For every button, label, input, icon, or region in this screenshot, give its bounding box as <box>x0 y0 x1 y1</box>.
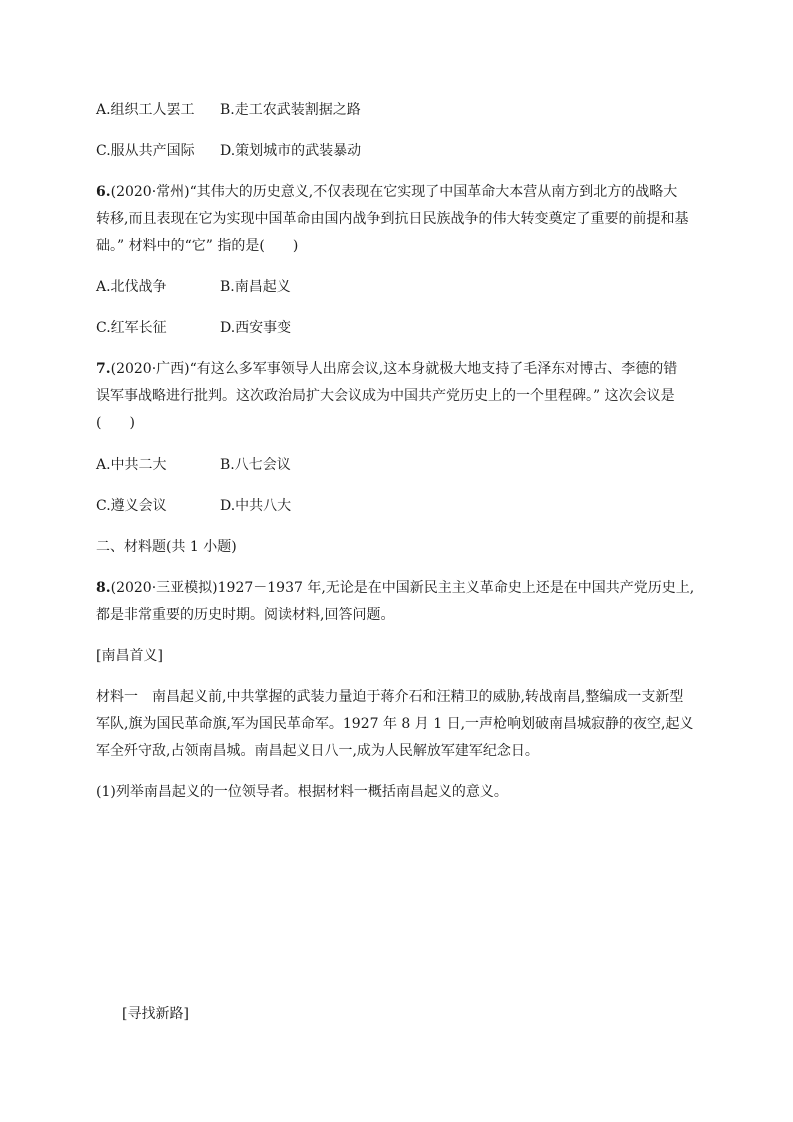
q5-options-row-2 <box>96 141 361 161</box>
q6-line-3: 础。” 材料中的“它” 指的是( ) <box>96 238 299 254</box>
q6-option-d: D.西安事变 <box>220 320 292 336</box>
q5-options-row-1 <box>96 100 361 120</box>
q6-option-b: B.南昌起义 <box>220 279 291 295</box>
q6-text-1: (2020·常州)“其伟大的历史意义,不仅表现在它实现了中国革命大本营从南方到北方的战略大 <box>110 184 678 200</box>
q6-line-1 <box>96 182 677 202</box>
section-title: 二、材料题(共 1 小题) <box>96 539 237 555</box>
q7-option-d: D.中共八大 <box>220 498 292 514</box>
material-1-line-3: 军全歼守敌,占领南昌城。南昌起义日八一,成为人民解放军建军纪念日。 <box>96 743 539 759</box>
q7-line-3: ( ) <box>96 415 135 431</box>
material-1-line-2: 军队,旗为国民革命旗,军为国民革命军。1927 年 8 月 1 日,一声枪响划破南昌城寂静的夜空,起义 <box>96 716 694 732</box>
q8-line-1 <box>96 578 694 598</box>
q6-number: 6. <box>96 184 111 200</box>
sub-question-1: (1)列举南昌起义的一位领导者。根据材料一概括南昌起义的意义。 <box>96 784 508 800</box>
q7-options-row-2 <box>96 496 291 516</box>
heading-new-road: [寻找新路] <box>122 1006 189 1022</box>
q7-options-row-1 <box>96 455 291 475</box>
q7-option-a: A.中共二大 <box>96 457 167 473</box>
q6-option-a: A.北伐战争 <box>96 279 167 295</box>
q8-number: 8. <box>96 580 111 596</box>
q7-number: 7. <box>96 361 111 377</box>
heading-nanchang: [南昌首义] <box>96 648 163 664</box>
q6-options-row-2 <box>96 318 291 338</box>
q5-option-b: B.走工农武装割据之路 <box>220 102 361 118</box>
q5-option-c: C.服从共产国际 <box>96 143 195 159</box>
q7-option-b: B.八七会议 <box>220 457 291 473</box>
q6-option-c: C.红军长征 <box>96 320 167 336</box>
q7-line-1 <box>96 359 677 379</box>
q6-options-row-1 <box>96 277 291 297</box>
q8-line-2: 都是非常重要的历史时期。阅读材料,回答问题。 <box>96 607 395 623</box>
q5-option-d: D.策划城市的武装暴动 <box>220 143 362 159</box>
q8-text-1: (2020·三亚模拟)1927－1937 年,无论是在中国新民主主义革命史上还是在中国共产党历史上, <box>110 580 695 596</box>
q7-option-c: C.遵义会议 <box>96 498 167 514</box>
q6-line-2: 转移,而且表现在它为实现中国革命由国内战争到抗日民族战争的伟大转变奠定了重要的前提和基 <box>96 211 689 227</box>
material-1-line-1: 材料一 南昌起义前,中共掌握的武装力量迫于蒋介石和汪精卫的威胁,转战南昌,整编成一支新型 <box>96 689 684 705</box>
q5-option-a: A.组织工人罢工 <box>96 102 195 118</box>
q7-line-2: 误军事战略进行批判。这次政治局扩大会议成为中国共产党历史上的一个里程碑。” 这次会议是 <box>96 388 675 404</box>
q7-text-1: (2020·广西)“有这么多军事领导人出席会议,这本身就极大地支持了毛泽东对博古、李德的错 <box>110 361 678 377</box>
